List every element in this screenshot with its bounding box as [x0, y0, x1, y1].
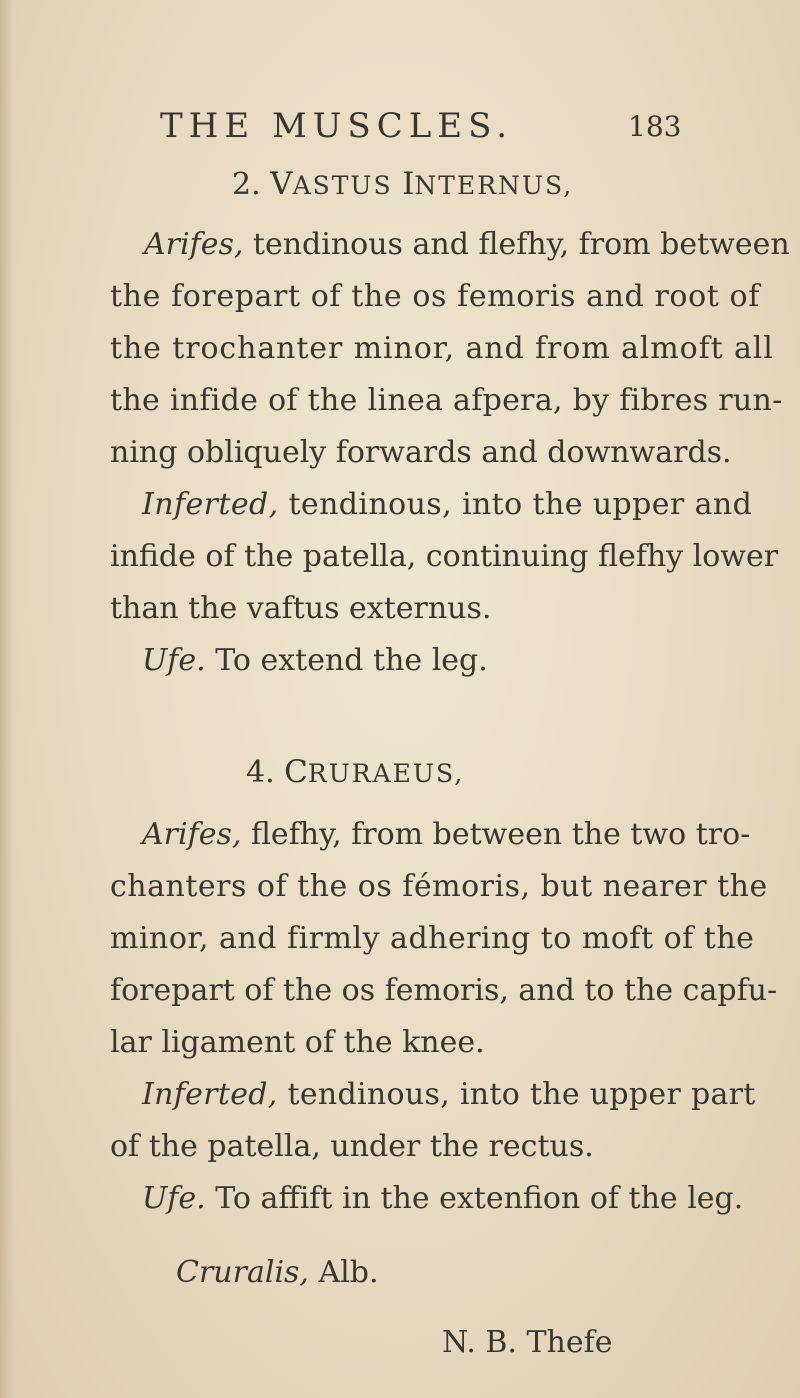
s4-arises-line-1: Arifes, flefhy, from between the two tro- [142, 817, 751, 852]
s4-use-line: Ufe. To affift in the extenfion of the leg. [142, 1181, 744, 1216]
s4-synonym-name: Cruralis, [176, 1255, 309, 1290]
running-header-title: THE MUSCLES. [160, 106, 514, 146]
section-2-name-second: NTERNUS, [414, 171, 574, 200]
s4-arises-label: Arifes, [142, 817, 242, 852]
s2-use-label: Ufe. [142, 643, 206, 678]
section-4-name: RURAEUS, [307, 759, 465, 788]
s2-arises-line-3: the trochanter minor, and from almoft all [110, 331, 774, 366]
s4-arises-line-4: forepart of the os femoris, and to the capfu- [110, 973, 778, 1008]
catchword: N. B. Thefe [442, 1325, 613, 1360]
s2-inserted-label: Inferted, [142, 487, 279, 522]
section-2-number: 2. [232, 167, 261, 202]
s4-synonym-line: Cruralis, Alb. [176, 1255, 379, 1290]
s2-inserted-line-2: infide of the patella, continuing flefhy lower [110, 539, 779, 574]
section-4-number: 4. [246, 755, 275, 790]
s4-arises-line-3: minor, and firmly adhering to moft of the [110, 921, 755, 956]
s4-inserted-label: Inferted, [142, 1077, 278, 1112]
page-number: 183 [628, 110, 682, 143]
s4-arises-line-2: chanters of the os fémoris, but nearer the [110, 869, 768, 904]
s2-arises-label: Arifes, [144, 227, 244, 262]
s4-use-label: Ufe. [142, 1181, 206, 1216]
s4-arises-line-5: lar ligament of the knee. [110, 1025, 485, 1060]
s2-arises-line-4: the infide of the linea afpera, by fibres run- [110, 383, 783, 418]
s2-arises-line-2: the forepart of the os femoris and root of [110, 279, 760, 314]
section-2-heading: 2. VASTUS INTERNUS, [232, 166, 574, 202]
section-2-name-first: ASTUS [292, 171, 393, 200]
s2-arises-line-5: ning obliquely forwards and downwards. [110, 435, 732, 470]
s2-inserted-line-1: Inferted, tendinous, into the upper and [142, 487, 753, 522]
page-edge-shadow [0, 0, 14, 1398]
s2-inserted-line-3: than the vaftus externus. [110, 591, 492, 626]
section-4-heading: 4. CRURAEUS, [246, 754, 465, 790]
s2-use-line: Ufe. To extend the leg. [142, 643, 488, 678]
s2-arises-line-1: Arifes, tendinous and flefhy, from between [144, 227, 790, 262]
s4-inserted-line-2: of the patella, under the rectus. [110, 1129, 594, 1164]
s4-inserted-line-1: Inferted, tendinous, into the upper part [142, 1077, 756, 1112]
